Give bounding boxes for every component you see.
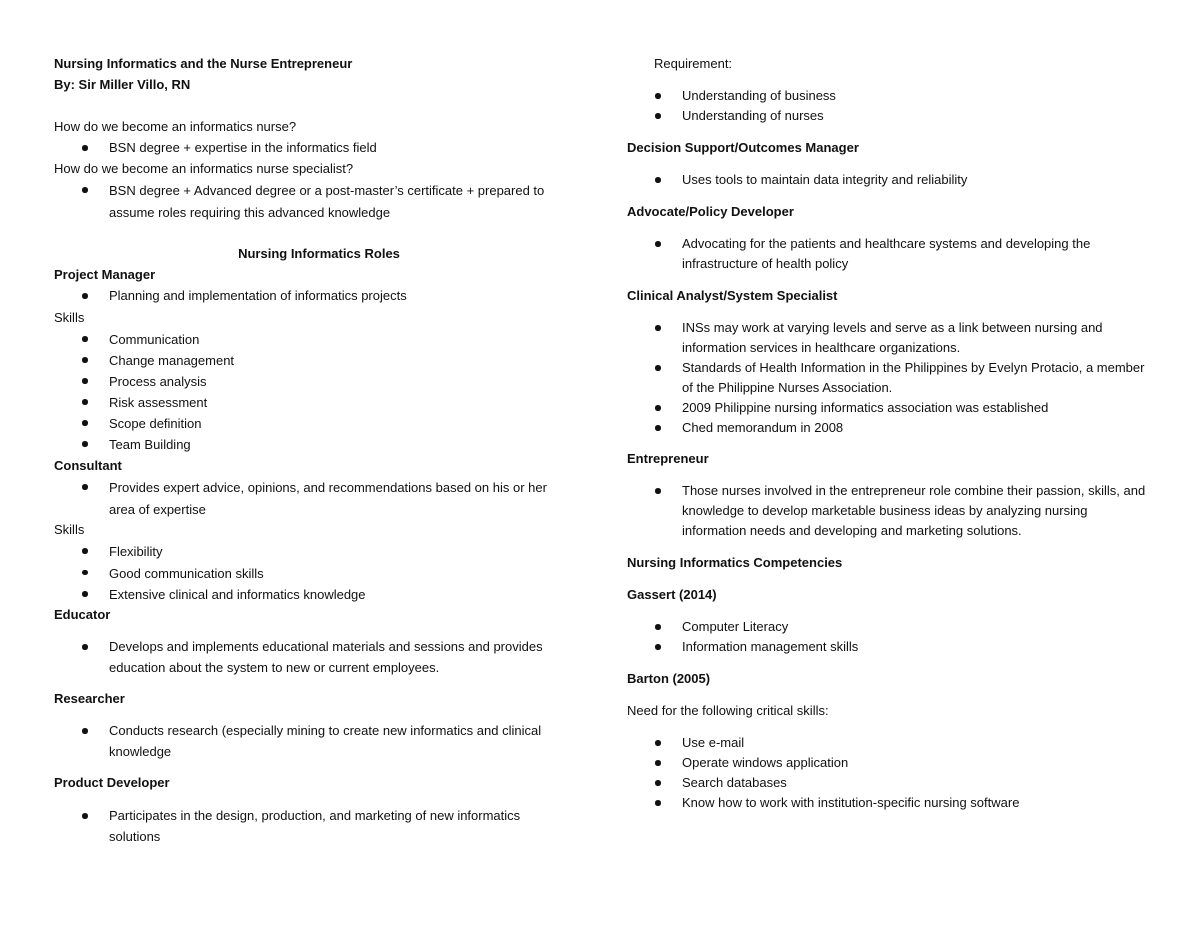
list-item: Ched memorandum in 2008 — [627, 418, 1147, 438]
list-item: Participates in the design, production, and marketing of new informatics solutions — [54, 806, 554, 847]
requirement-label: Requirement: — [654, 56, 733, 71]
decision-support-heading: Decision Support/Outcomes Manager — [627, 140, 859, 155]
entrepreneur-heading: Entrepreneur — [627, 451, 709, 466]
researcher-list — [54, 721, 584, 762]
list-item: Search databases — [627, 773, 1147, 793]
list-item: Those nurses involved in the entrepreneur role combine their passion, skills, and knowledge to develop marketable business ideas by analyzing nursing information needs and developing and marketing solutions. — [627, 481, 1147, 541]
product-developer-heading: Product Developer — [54, 775, 170, 790]
list-item: Understanding of business — [627, 86, 1147, 106]
list-item: Computer Literacy — [627, 617, 1147, 637]
document-title: Nursing Informatics and the Nurse Entrepreneur — [54, 56, 353, 71]
project-manager-skills-list — [54, 329, 584, 456]
list-item: BSN degree + expertise in the informatics field — [54, 138, 584, 159]
list-item: Standards of Health Information in the Philippines by Evelyn Protacio, a member of the Philippine Nurses Association. — [627, 358, 1147, 398]
barton-intro: Need for the following critical skills: — [627, 703, 829, 718]
educator-list — [54, 637, 584, 678]
competencies-heading: Nursing Informatics Competencies — [627, 555, 843, 570]
consultant-list — [54, 477, 554, 521]
product-developer-list — [54, 806, 554, 847]
entrepreneur-list — [627, 481, 1147, 541]
list-item: Change management — [54, 350, 584, 371]
question-informatics-nurse: How do we become an informatics nurse? — [54, 119, 297, 134]
list-item: Develops and implements educational materials and sessions and provides education about the system to new or current employees. — [54, 637, 584, 678]
gassert-list — [627, 617, 1147, 657]
researcher-heading: Researcher — [54, 691, 125, 706]
list-item: Good communication skills — [54, 563, 584, 585]
educator-heading: Educator — [54, 607, 111, 622]
list-item: Understanding of nurses — [627, 106, 1147, 126]
list-item: Operate windows application — [627, 753, 1147, 773]
list-item: Uses tools to maintain data integrity and reliability — [627, 170, 1147, 191]
question-informatics-specialist: How do we become an informatics nurse specialist? — [54, 161, 354, 176]
advocate-heading: Advocate/Policy Developer — [627, 204, 794, 219]
list-item: Communication — [54, 329, 584, 350]
list-item: Advocating for the patients and healthcare systems and developing the infrastructure of health policy — [627, 234, 1147, 274]
list-item: INSs may work at varying levels and serve as a link between nursing and information services in healthcare organizations. — [627, 318, 1147, 358]
consultant-skills-label: Skills — [54, 522, 85, 537]
consultant-skills-list — [54, 541, 584, 606]
barton-list — [627, 733, 1147, 813]
list-item: Scope definition — [54, 413, 584, 434]
requirement-list — [627, 86, 1147, 126]
project-manager-list — [54, 286, 584, 307]
list-item: Planning and implementation of informatics projects — [54, 286, 584, 307]
clinical-analyst-list — [627, 318, 1147, 438]
q1-list — [54, 138, 584, 159]
byline: By: Sir Miller Villo, RN — [54, 77, 191, 92]
barton-heading: Barton (2005) — [627, 671, 711, 686]
project-manager-skills-label: Skills — [54, 310, 85, 325]
q2-list — [54, 180, 584, 224]
advocate-list — [627, 234, 1147, 274]
list-item: Provides expert advice, opinions, and recommendations based on his or her area of expertise — [54, 477, 554, 521]
decision-support-list — [627, 170, 1147, 191]
consultant-heading: Consultant — [54, 458, 122, 473]
gassert-heading: Gassert (2014) — [627, 587, 717, 602]
project-manager-heading: Project Manager — [54, 267, 156, 282]
roles-heading: Nursing Informatics Roles — [238, 246, 400, 261]
list-item: Team Building — [54, 434, 584, 455]
list-item: Information management skills — [627, 637, 1147, 657]
list-item: Extensive clinical and informatics knowledge — [54, 584, 584, 606]
list-item: Use e-mail — [627, 733, 1147, 753]
list-item: Risk assessment — [54, 392, 584, 413]
list-item: Process analysis — [54, 371, 584, 392]
list-item: Know how to work with institution-specific nursing software — [627, 793, 1147, 813]
list-item: Conducts research (especially mining to create new informatics and clinical knowledge — [54, 721, 584, 762]
list-item: 2009 Philippine nursing informatics association was established — [627, 398, 1147, 418]
list-item: Flexibility — [54, 541, 584, 563]
list-item: BSN degree + Advanced degree or a post-master’s certificate + prepared to assume roles requiring this advanced knowledge — [54, 180, 584, 224]
clinical-analyst-heading: Clinical Analyst/System Specialist — [627, 288, 838, 303]
